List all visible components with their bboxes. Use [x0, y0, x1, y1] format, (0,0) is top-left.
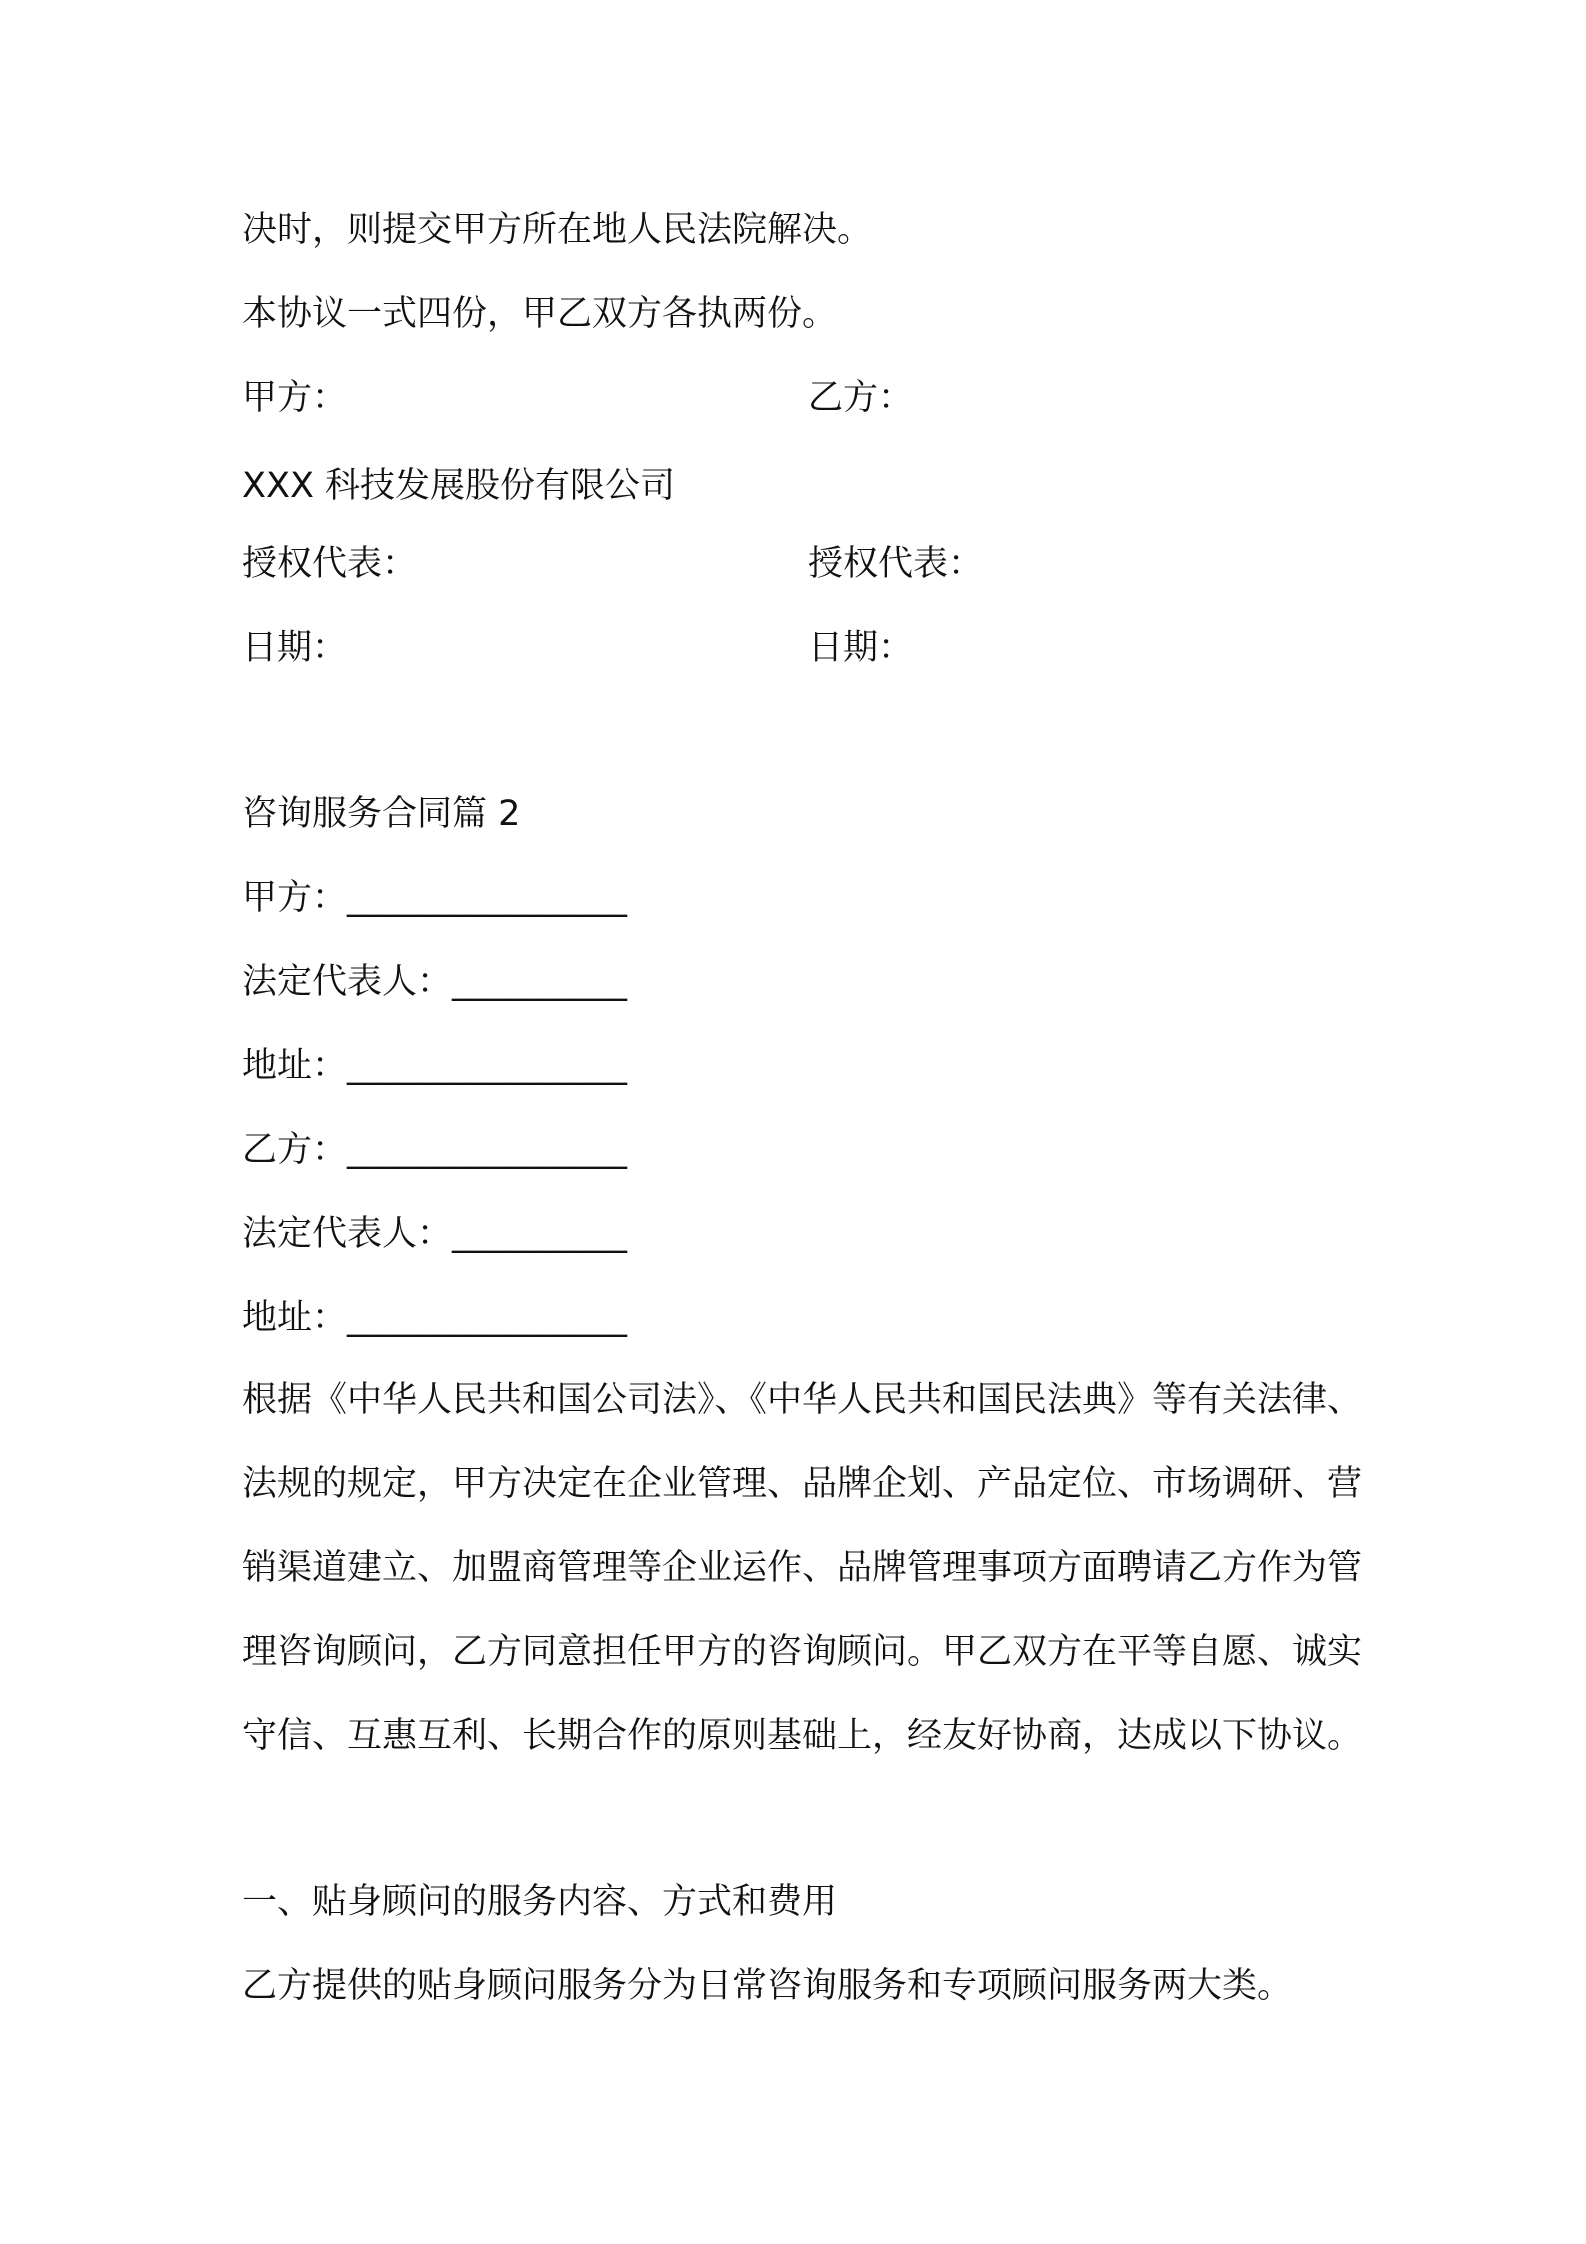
authorized-rep-b: 授权代表：: [808, 544, 984, 584]
section-text: 乙方提供的贴身顾问服务分为日常咨询服务和专项顾问服务两大类。: [242, 1966, 1293, 2006]
clause-text: 决时，则提交甲方所在地人民法院解决。: [242, 210, 873, 250]
address-b-field: 地址：________________: [242, 1298, 628, 1338]
section-heading: 一、贴身顾问的服务内容、方式和费用: [242, 1882, 838, 1922]
authorized-rep-a: 授权代表：: [242, 544, 418, 584]
signature-party-a-label: 甲方：: [242, 378, 348, 418]
company-name: XXX 科技发展股份有限公司: [242, 466, 676, 506]
party-b-field: 乙方：________________: [242, 1130, 628, 1170]
copies-clause: 本协议一式四份，甲乙双方各执两份。: [242, 294, 838, 334]
date-a: 日期：: [242, 628, 348, 668]
signature-party-b-label: 乙方：: [808, 378, 914, 418]
legal-rep-a-field: 法定代表人：__________: [242, 962, 628, 1002]
party-a-field: 甲方：________________: [242, 878, 628, 918]
preamble-paragraph: 根据《中华人民共和国公司法》、《中华人民共和国民法典》等有关法律、法规的规定，甲方决定在企业管理、品牌企划、产品定位、市场调研、营销渠道建立、加盟商管理等企业运作、品牌管理事项方面聘请乙方作为管理咨询顾问，乙方同意担任甲方的咨询顾问。甲乙双方在平等自愿、诚实守信、互惠互利、长期合作的原则基础上，经友好协商，达成以下协议。: [242, 1380, 1363, 1756]
legal-rep-b-field: 法定代表人：__________: [242, 1214, 628, 1254]
date-b: 日期：: [808, 628, 914, 668]
contract-title: 咨询服务合同篇 2: [242, 794, 521, 834]
address-a-field: 地址：________________: [242, 1046, 628, 1086]
